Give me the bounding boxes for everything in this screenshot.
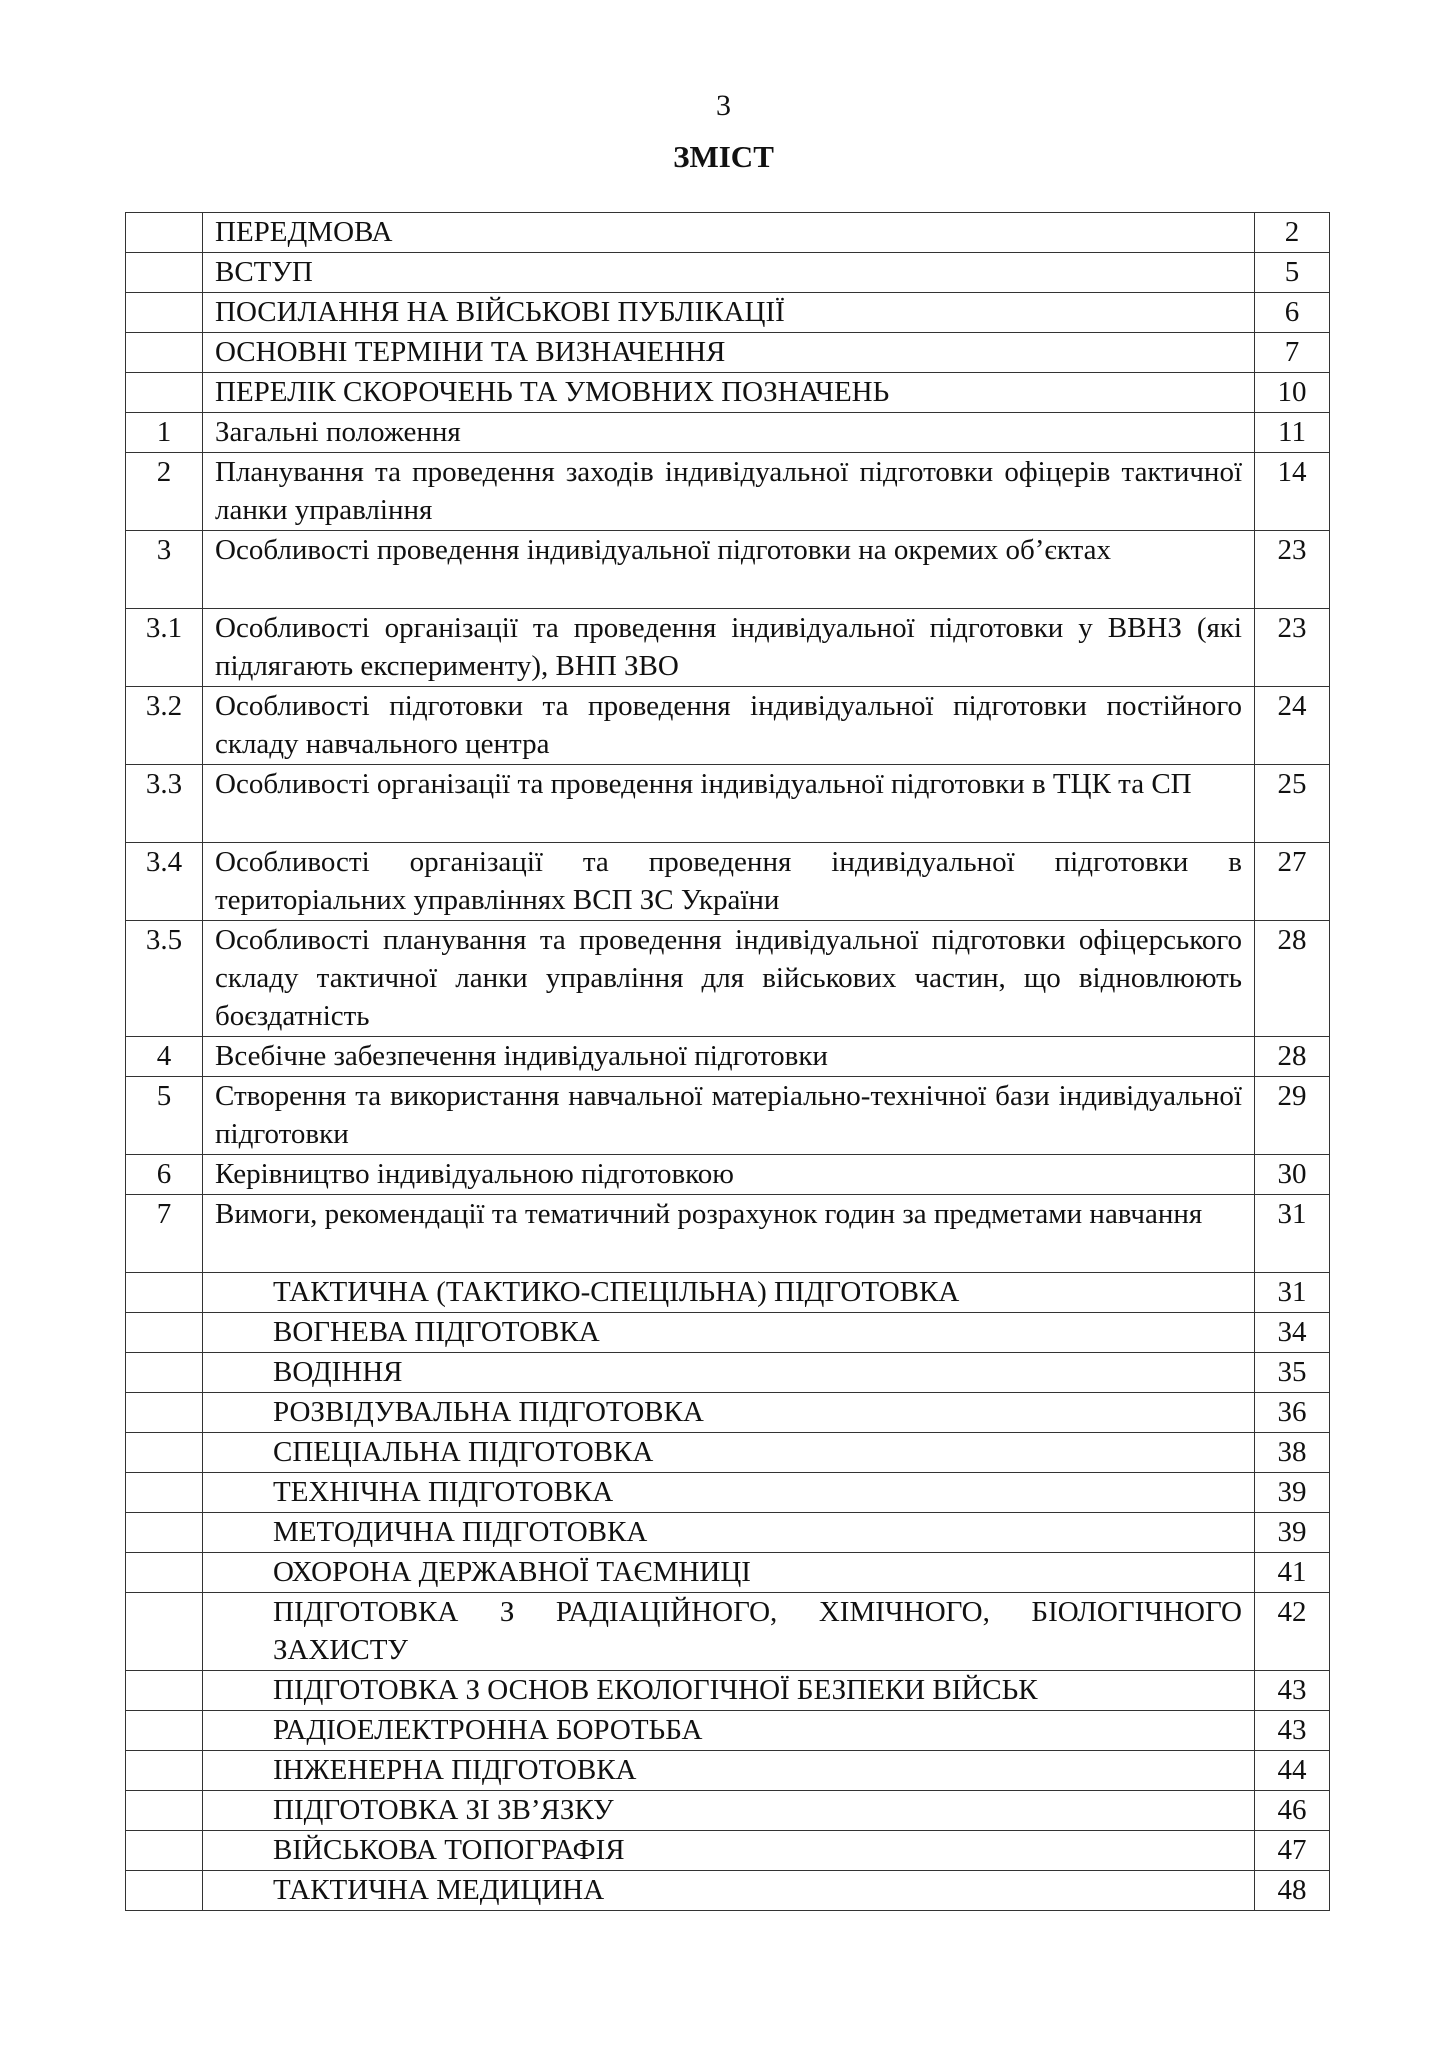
toc-section-title: Керівництво індивідуальною підготовкою (203, 1155, 1255, 1195)
toc-page-number: 23 (1255, 609, 1330, 687)
toc-row (126, 1313, 1330, 1353)
toc-row (126, 687, 1330, 765)
toc-row (126, 1553, 1330, 1593)
toc-page-number: 35 (1255, 1353, 1330, 1393)
toc-section-number: 5 (126, 1077, 203, 1155)
toc-section-title: ПІДГОТОВКА З РАДІАЦІЙНОГО, ХІМІЧНОГО, БІОЛОГІЧНОГО ЗАХИСТУ (203, 1593, 1255, 1671)
toc-section-title: Особливості організації та проведення індивідуальної підготовки в територіальних управліннях ВСП ЗС України (203, 843, 1255, 921)
toc-row (126, 1195, 1330, 1273)
toc-section-number: 3.1 (126, 609, 203, 687)
toc-row (126, 253, 1330, 293)
toc-page-number: 30 (1255, 1155, 1330, 1195)
table-of-contents (125, 212, 1330, 1911)
toc-section-number: 3.4 (126, 843, 203, 921)
toc-page-number: 24 (1255, 687, 1330, 765)
toc-row (126, 293, 1330, 333)
toc-section-number: 7 (126, 1195, 203, 1273)
page-title: ЗМІСТ (673, 139, 774, 174)
toc-section-number (126, 1353, 203, 1393)
toc-row (126, 1393, 1330, 1433)
toc-page-number: 42 (1255, 1593, 1330, 1671)
toc-row (126, 609, 1330, 687)
toc-section-number (126, 333, 203, 373)
toc-row (126, 1711, 1330, 1751)
toc-section-number (126, 293, 203, 333)
toc-section-title: Особливості організації та проведення індивідуальної підготовки у ВВНЗ (які підлягають експерименту), ВНП ЗВО (203, 609, 1255, 687)
toc-row (126, 1751, 1330, 1791)
toc-section-title: ПІДГОТОВКА ЗІ ЗВ’ЯЗКУ (203, 1791, 1255, 1831)
toc-section-title: ІНЖЕНЕРНА ПІДГОТОВКА (203, 1751, 1255, 1791)
toc-row (126, 1037, 1330, 1077)
toc-section-number (126, 1273, 203, 1313)
toc-page-number: 47 (1255, 1831, 1330, 1871)
toc-page-number: 43 (1255, 1671, 1330, 1711)
toc-section-number (126, 1473, 203, 1513)
toc-section-number: 1 (126, 413, 203, 453)
toc-section-title: ТАКТИЧНА МЕДИЦИНА (203, 1871, 1255, 1911)
toc-page-number: 6 (1255, 293, 1330, 333)
toc-section-number: 4 (126, 1037, 203, 1077)
toc-page-number: 48 (1255, 1871, 1330, 1911)
toc-section-title: Особливості проведення індивідуальної підготовки на окремих об’єктах (203, 531, 1255, 609)
toc-section-title: ПЕРЕЛІК СКОРОЧЕНЬ ТА УМОВНИХ ПОЗНАЧЕНЬ (203, 373, 1255, 413)
toc-row (126, 333, 1330, 373)
toc-body (126, 213, 1330, 1911)
toc-section-number (126, 213, 203, 253)
toc-row (126, 213, 1330, 253)
toc-section-number (126, 253, 203, 293)
toc-section-title: РАДІОЕЛЕКТРОННА БОРОТЬБА (203, 1711, 1255, 1751)
toc-section-title: ПІДГОТОВКА З ОСНОВ ЕКОЛОГІЧНОЇ БЕЗПЕКИ ВІЙСЬК (203, 1671, 1255, 1711)
toc-row (126, 531, 1330, 609)
toc-section-title: Планування та проведення заходів індивідуальної підготовки офіцерів тактичної ланки управління (203, 453, 1255, 531)
toc-page-number: 31 (1255, 1273, 1330, 1313)
toc-page-number: 14 (1255, 453, 1330, 531)
toc-page-number: 11 (1255, 413, 1330, 453)
toc-row (126, 921, 1330, 1037)
toc-page-number: 29 (1255, 1077, 1330, 1155)
toc-section-number (126, 1671, 203, 1711)
toc-page-number: 25 (1255, 765, 1330, 843)
toc-page-number: 41 (1255, 1553, 1330, 1593)
toc-section-title: ВСТУП (203, 253, 1255, 293)
toc-row (126, 765, 1330, 843)
toc-section-title: ВІЙСЬКОВА ТОПОГРАФІЯ (203, 1831, 1255, 1871)
toc-section-number (126, 1751, 203, 1791)
toc-row (126, 1593, 1330, 1671)
toc-section-title: РОЗВІДУВАЛЬНА ПІДГОТОВКА (203, 1393, 1255, 1433)
toc-section-title: ОХОРОНА ДЕРЖАВНОЇ ТАЄМНИЦІ (203, 1553, 1255, 1593)
toc-page-number: 28 (1255, 1037, 1330, 1077)
toc-page-number: 10 (1255, 373, 1330, 413)
toc-page-number: 36 (1255, 1393, 1330, 1433)
toc-row (126, 1513, 1330, 1553)
toc-section-title: ПЕРЕДМОВА (203, 213, 1255, 253)
toc-page-number: 46 (1255, 1791, 1330, 1831)
toc-section-number: 3.2 (126, 687, 203, 765)
toc-section-title: ВОГНЕВА ПІДГОТОВКА (203, 1313, 1255, 1353)
toc-section-title: Особливості підготовки та проведення індивідуальної підготовки постійного складу навчального центра (203, 687, 1255, 765)
toc-row (126, 1353, 1330, 1393)
toc-section-title: Особливості організації та проведення індивідуальної підготовки в ТЦК та СП (203, 765, 1255, 843)
toc-section-number: 3.5 (126, 921, 203, 1037)
page-number: 3 (716, 89, 731, 122)
toc-page-number: 23 (1255, 531, 1330, 609)
toc-page-number: 43 (1255, 1711, 1330, 1751)
toc-section-number: 6 (126, 1155, 203, 1195)
toc-section-number (126, 1593, 203, 1671)
toc-section-title: МЕТОДИЧНА ПІДГОТОВКА (203, 1513, 1255, 1553)
toc-page-number: 5 (1255, 253, 1330, 293)
toc-row (126, 1473, 1330, 1513)
toc-row (126, 1433, 1330, 1473)
toc-section-number (126, 1871, 203, 1911)
toc-page-number: 27 (1255, 843, 1330, 921)
toc-page-number: 44 (1255, 1751, 1330, 1791)
toc-section-title: Особливості планування та проведення індивідуальної підготовки офіцерського складу тактичної ланки управління для військових частин, що відновлюють боєздатність (203, 921, 1255, 1037)
toc-section-title: ПОСИЛАННЯ НА ВІЙСЬКОВІ ПУБЛІКАЦІЇ (203, 293, 1255, 333)
toc-page-number: 28 (1255, 921, 1330, 1037)
toc-section-title: СПЕЦІАЛЬНА ПІДГОТОВКА (203, 1433, 1255, 1473)
toc-section-number: 3 (126, 531, 203, 609)
toc-section-number (126, 1711, 203, 1751)
toc-row (126, 1871, 1330, 1911)
toc-section-title: ВОДІННЯ (203, 1353, 1255, 1393)
toc-section-number (126, 1553, 203, 1593)
toc-section-number (126, 1791, 203, 1831)
toc-section-number (126, 1393, 203, 1433)
toc-row (126, 843, 1330, 921)
toc-section-number (126, 1313, 203, 1353)
toc-section-title: ТЕХНІЧНА ПІДГОТОВКА (203, 1473, 1255, 1513)
toc-row (126, 413, 1330, 453)
toc-row (126, 1671, 1330, 1711)
toc-section-number (126, 373, 203, 413)
toc-page-number: 39 (1255, 1513, 1330, 1553)
toc-page-number: 2 (1255, 213, 1330, 253)
toc-section-title: Створення та використання навчальної матеріально-технічної бази індивідуальної підготовки (203, 1077, 1255, 1155)
toc-section-title: Всебічне забезпечення індивідуальної підготовки (203, 1037, 1255, 1077)
toc-row (126, 1077, 1330, 1155)
toc-row (126, 1273, 1330, 1313)
toc-section-title: ОСНОВНІ ТЕРМІНИ ТА ВИЗНАЧЕННЯ (203, 333, 1255, 373)
toc-row (126, 1831, 1330, 1871)
toc-section-title: ТАКТИЧНА (ТАКТИКО-СПЕЦІЛЬНА) ПІДГОТОВКА (203, 1273, 1255, 1313)
toc-section-number (126, 1831, 203, 1871)
toc-row (126, 453, 1330, 531)
toc-page-number: 38 (1255, 1433, 1330, 1473)
toc-row (126, 1791, 1330, 1831)
toc-section-number (126, 1513, 203, 1553)
toc-row (126, 373, 1330, 413)
toc-section-number: 2 (126, 453, 203, 531)
toc-section-title: Вимоги, рекомендації та тематичний розрахунок годин за предметами навчання (203, 1195, 1255, 1273)
toc-section-number: 3.3 (126, 765, 203, 843)
toc-page-number: 7 (1255, 333, 1330, 373)
toc-page-number: 34 (1255, 1313, 1330, 1353)
toc-row (126, 1155, 1330, 1195)
toc-page-number: 39 (1255, 1473, 1330, 1513)
toc-page-number: 31 (1255, 1195, 1330, 1273)
toc-section-number (126, 1433, 203, 1473)
toc-section-title: Загальні положення (203, 413, 1255, 453)
